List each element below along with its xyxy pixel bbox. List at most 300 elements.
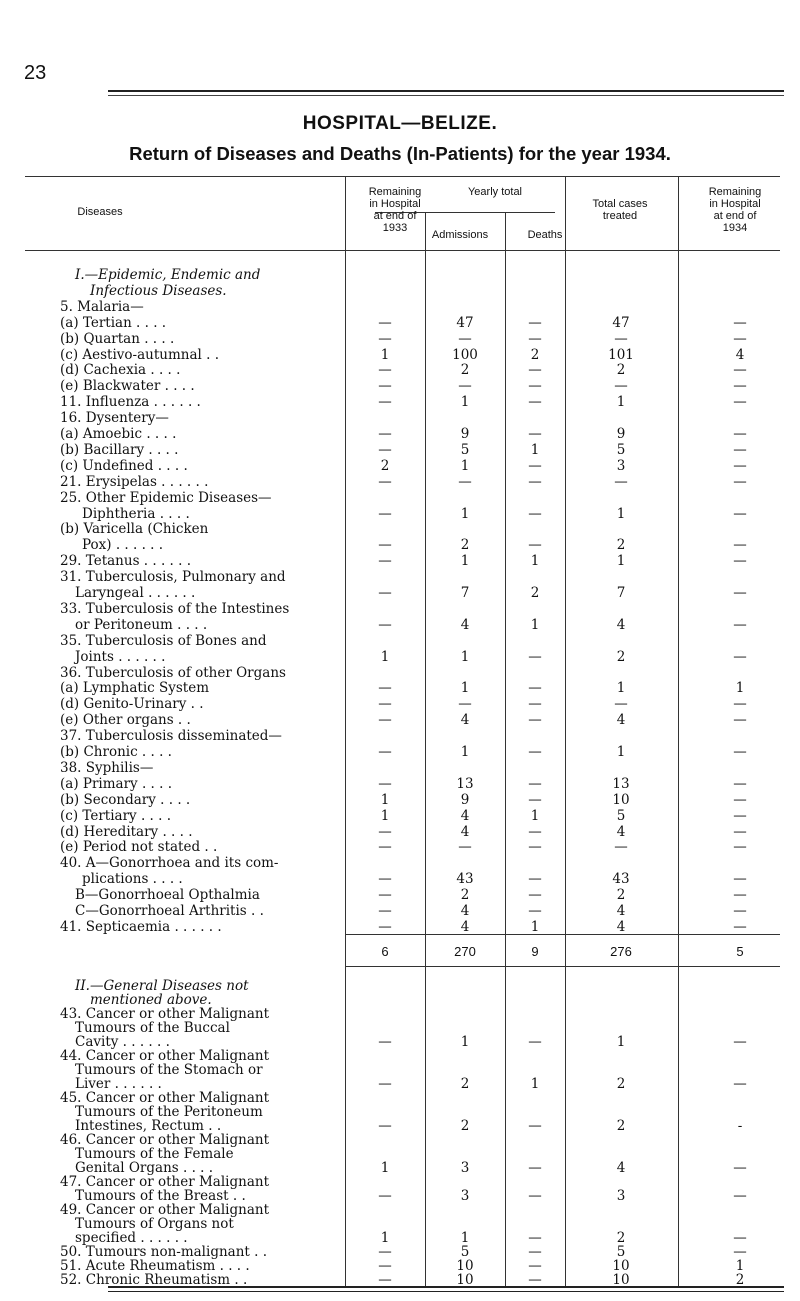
- row-cell: —: [733, 616, 747, 633]
- row-cell: —: [378, 887, 392, 904]
- row-cell: 1: [380, 807, 390, 824]
- table-row: [0, 506, 800, 522]
- row-label: Tumours of the Breast . .: [75, 1188, 246, 1204]
- row-label: (b) Varicella (Chicken: [60, 521, 209, 538]
- row-cell: —: [378, 680, 392, 697]
- row-label: (b) Secondary . . . .: [60, 791, 191, 808]
- row-cell: —: [528, 457, 542, 474]
- row-cell: —: [528, 1258, 542, 1274]
- table-row: [0, 601, 800, 617]
- row-cell: —: [733, 648, 747, 665]
- row-label: Tumours of Organs not: [75, 1216, 234, 1232]
- row-cell: —: [733, 553, 747, 570]
- row-cell: —: [733, 807, 747, 824]
- row-cell: 1: [616, 680, 626, 697]
- header-yearly-total: Yearly total: [467, 186, 523, 198]
- row-label: 43. Cancer or other Malignant: [60, 1006, 269, 1022]
- row-cell: —: [528, 1118, 542, 1134]
- table-row: [0, 378, 800, 394]
- row-cell: —: [528, 1034, 542, 1050]
- row-cell: —: [378, 696, 392, 713]
- row-cell: —: [733, 871, 747, 888]
- row-cell: 101: [608, 346, 634, 363]
- row-label: 11. Influenza . . . . . .: [60, 394, 201, 411]
- table-row: [0, 362, 800, 378]
- row-label: 52. Chronic Rheumatism . .: [60, 1272, 248, 1288]
- row-cell: 4: [616, 712, 626, 729]
- row-cell: —: [528, 775, 542, 792]
- row-cell: —: [733, 918, 747, 935]
- row-cell: —: [733, 712, 747, 729]
- row-cell: 4: [616, 616, 626, 633]
- row-label: 38. Syphilis—: [60, 759, 154, 776]
- row-cell: 4: [460, 823, 470, 840]
- row-cell: 2: [616, 1118, 626, 1134]
- row-cell: —: [528, 362, 542, 379]
- row-cell: —: [733, 696, 747, 713]
- row-cell: —: [378, 903, 392, 919]
- table-row: [0, 776, 800, 792]
- row-cell: 2: [616, 537, 626, 554]
- row-cell: —: [528, 1188, 542, 1204]
- row-cell: 2: [530, 585, 540, 601]
- row-cell: —: [528, 314, 542, 331]
- row-cell: —: [528, 871, 542, 888]
- row-label: C—Gonorrhoeal Arthritis . .: [75, 903, 264, 919]
- row-label: (e) Period not stated . .: [60, 839, 218, 856]
- col-rule-2-head: [425, 212, 426, 250]
- row-cell: 10: [612, 791, 630, 808]
- row-cell: 10: [456, 1258, 474, 1274]
- row-cell: —: [378, 839, 392, 856]
- table-row: [0, 474, 800, 490]
- row-cell: 43: [612, 871, 630, 888]
- header-bottom-rule: [25, 250, 780, 251]
- row-cell: 1: [460, 394, 470, 411]
- row-cell: 2: [460, 887, 470, 904]
- row-cell: —: [733, 1076, 747, 1092]
- top-rule: [108, 90, 784, 92]
- table-row: [0, 792, 800, 808]
- total-deaths: 9: [531, 944, 539, 959]
- table-row: [0, 442, 800, 458]
- row-cell: —: [378, 871, 392, 888]
- row-cell: 3: [460, 1188, 470, 1204]
- row-label: 46. Cancer or other Malignant: [60, 1132, 269, 1148]
- row-cell: 9: [460, 791, 470, 808]
- row-label: 37. Tuberculosis disseminated—: [60, 728, 282, 745]
- page-title: HOSPITAL—BELIZE.: [302, 113, 498, 134]
- row-cell: 2: [460, 362, 470, 379]
- header-deaths: Deaths: [527, 229, 563, 241]
- row-cell: 2: [530, 346, 540, 363]
- row-label: 16. Dysentery—: [60, 410, 169, 427]
- row-cell: 100: [452, 346, 478, 363]
- row-label: B—Gonorrhoeal Opthalmia: [75, 887, 260, 904]
- row-label: Genital Organs . . . .: [75, 1160, 214, 1176]
- row-cell: 4: [460, 903, 470, 919]
- row-cell: —: [378, 330, 392, 347]
- row-cell: —: [733, 441, 747, 458]
- row-cell: 13: [456, 775, 474, 792]
- row-cell: 2: [616, 1230, 626, 1246]
- row-cell: —: [528, 537, 542, 554]
- header-total-cases: Total cases treated: [592, 198, 648, 222]
- table-row: [0, 680, 800, 696]
- row-cell: 1: [460, 1034, 470, 1050]
- row-cell: 5: [460, 441, 470, 458]
- row-cell: —: [528, 903, 542, 919]
- row-cell: 1: [616, 744, 626, 760]
- row-cell: —: [733, 537, 747, 554]
- row-cell: 3: [616, 1188, 626, 1204]
- row-label: 25. Other Epidemic Diseases—: [60, 489, 272, 506]
- row-cell: —: [378, 314, 392, 331]
- table-bottom-rule: [108, 1286, 784, 1288]
- row-label: (a) Lymphatic System: [60, 680, 210, 697]
- total-cases-treated: 276: [610, 944, 632, 959]
- row-cell: —: [733, 1244, 747, 1260]
- row-cell: 1: [460, 553, 470, 570]
- row-label: Cavity . . . . . .: [75, 1034, 170, 1050]
- row-cell: —: [733, 362, 747, 379]
- table-row: [0, 490, 800, 506]
- table-row: [0, 712, 800, 728]
- page-number: 23: [24, 62, 47, 84]
- row-cell: 2: [460, 537, 470, 554]
- row-cell: —: [528, 426, 542, 442]
- row-cell: —: [528, 791, 542, 808]
- table-row: [0, 553, 800, 569]
- row-cell: —: [378, 616, 392, 633]
- row-cell: 1: [616, 1034, 626, 1050]
- row-label: II.—General Diseases not: [75, 978, 249, 994]
- row-cell: —: [378, 744, 392, 760]
- table-row: [0, 824, 800, 840]
- row-cell: —: [733, 1188, 747, 1204]
- row-cell: 4: [460, 918, 470, 935]
- row-label: Tumours of the Buccal: [75, 1020, 230, 1036]
- table-row: [0, 696, 800, 712]
- row-cell: —: [733, 394, 747, 411]
- row-cell: —: [528, 330, 542, 347]
- row-label: 44. Cancer or other Malignant: [60, 1048, 269, 1064]
- row-cell: —: [458, 839, 472, 856]
- row-cell: 2: [460, 1118, 470, 1134]
- row-label: 40. A—Gonorrhoea and its com-: [60, 855, 279, 872]
- row-label: Diphtheria . . . .: [82, 505, 190, 522]
- row-cell: —: [733, 314, 747, 331]
- row-cell: 1: [735, 680, 745, 697]
- table-row: [0, 331, 800, 347]
- row-cell: —: [378, 712, 392, 729]
- table-row: [0, 537, 800, 553]
- row-cell: 4: [616, 823, 626, 840]
- row-cell: —: [528, 744, 542, 760]
- header-admissions: Admissions: [431, 229, 489, 241]
- row-label: (a) Tertian . . . .: [60, 314, 167, 331]
- row-label: 41. Septicaemia . . . . . .: [60, 918, 222, 935]
- row-cell: —: [458, 696, 472, 713]
- table-row: [0, 569, 800, 585]
- row-cell: 1: [616, 553, 626, 570]
- row-cell: —: [378, 1034, 392, 1050]
- row-label: (a) Amoebic . . . .: [60, 426, 177, 442]
- row-cell: —: [378, 1258, 392, 1274]
- row-cell: —: [528, 680, 542, 697]
- row-cell: —: [528, 712, 542, 729]
- row-label: (c) Tertiary . . . .: [60, 807, 171, 824]
- table-row: [0, 410, 800, 426]
- row-cell: —: [528, 1230, 542, 1246]
- row-cell: 4: [460, 712, 470, 729]
- row-cell: —: [733, 823, 747, 840]
- row-cell: —: [458, 330, 472, 347]
- row-cell: —: [614, 696, 628, 713]
- row-cell: 1: [735, 1258, 745, 1274]
- row-label: Laryngeal . . . . . .: [75, 585, 196, 601]
- row-label: Tumours of the Peritoneum: [75, 1104, 263, 1120]
- row-cell: —: [378, 378, 392, 395]
- totals-bottom-rule: [345, 966, 780, 967]
- row-cell: —: [378, 1076, 392, 1092]
- row-cell: —: [528, 1272, 542, 1288]
- row-label: (b) Quartan . . . .: [60, 330, 175, 347]
- row-label: (b) Chronic . . . .: [60, 744, 172, 760]
- row-cell: —: [733, 839, 747, 856]
- table-row: [0, 744, 800, 760]
- table-row: [0, 665, 800, 681]
- table-row: [0, 839, 800, 855]
- row-cell: 1: [460, 680, 470, 697]
- table-row: [0, 283, 800, 299]
- row-cell: —: [733, 473, 747, 490]
- table-row: [0, 521, 800, 537]
- row-cell: —: [733, 775, 747, 792]
- top-rule-thin: [108, 95, 784, 96]
- row-cell: —: [528, 1160, 542, 1176]
- row-label: (c) Undefined . . . .: [60, 457, 188, 474]
- row-cell: 10: [612, 1272, 630, 1288]
- row-cell: —: [378, 441, 392, 458]
- row-cell: 4: [616, 918, 626, 935]
- row-cell: —: [378, 505, 392, 522]
- row-label: (a) Primary . . . .: [60, 775, 172, 792]
- row-cell: —: [378, 553, 392, 570]
- row-cell: —: [733, 505, 747, 522]
- row-cell: 2: [380, 457, 390, 474]
- row-cell: 5: [616, 441, 626, 458]
- row-cell: 10: [612, 1258, 630, 1274]
- row-label: I.—Epidemic, Endemic and: [75, 267, 261, 283]
- row-cell: 2: [735, 1272, 745, 1288]
- row-label: 47. Cancer or other Malignant: [60, 1174, 269, 1190]
- row-cell: —: [733, 791, 747, 808]
- row-label: (c) Aestivo-autumnal . .: [60, 346, 220, 363]
- row-cell: —: [378, 775, 392, 792]
- row-cell: 43: [456, 871, 474, 888]
- row-cell: 1: [530, 553, 540, 570]
- row-cell: 1: [460, 457, 470, 474]
- header-remaining-1934: Remaining in Hospital at end of 1934: [708, 186, 762, 234]
- row-cell: 5: [616, 807, 626, 824]
- row-cell: 9: [460, 426, 470, 442]
- row-cell: 1: [530, 616, 540, 633]
- row-label: Liver . . . . . .: [75, 1076, 162, 1092]
- row-label: (d) Genito-Urinary . .: [60, 696, 204, 713]
- row-label: plications . . . .: [82, 871, 183, 888]
- row-cell: —: [528, 887, 542, 904]
- row-label: Infectious Diseases.: [90, 282, 227, 299]
- table-row: [0, 871, 800, 887]
- total-remaining-1933: 6: [381, 944, 389, 959]
- row-cell: 5: [460, 1244, 470, 1260]
- header-diseases: Diseases: [77, 206, 123, 218]
- table-row: [0, 394, 800, 410]
- row-cell: —: [733, 1160, 747, 1176]
- table-row: [0, 617, 800, 633]
- row-cell: —: [378, 1118, 392, 1134]
- row-cell: —: [614, 839, 628, 856]
- row-cell: —: [528, 394, 542, 411]
- row-label: 35. Tuberculosis of Bones and: [60, 632, 267, 649]
- row-cell: 4: [616, 1160, 626, 1176]
- row-cell: 1: [530, 441, 540, 458]
- row-cell: 7: [616, 585, 626, 601]
- row-cell: —: [528, 696, 542, 713]
- table-row: [0, 347, 800, 363]
- row-cell: —: [458, 473, 472, 490]
- row-cell: —: [528, 823, 542, 840]
- row-cell: 4: [735, 346, 745, 363]
- page-subtitle: Return of Diseases and Deaths (In-Patients) for the year 1934.: [129, 143, 671, 164]
- table-row: [0, 808, 800, 824]
- row-cell: —: [528, 1244, 542, 1260]
- row-cell: 2: [616, 887, 626, 904]
- row-label: 36. Tuberculosis of other Organs: [60, 664, 286, 681]
- row-cell: 1: [380, 1160, 390, 1176]
- row-cell: —: [733, 426, 747, 442]
- row-cell: —: [378, 1244, 392, 1260]
- row-cell: 4: [460, 807, 470, 824]
- row-label: or Peritoneum . . . .: [75, 616, 208, 633]
- row-cell: 4: [460, 616, 470, 633]
- row-cell: —: [733, 585, 747, 601]
- totals-top-rule: [345, 934, 780, 935]
- row-label: Tumours of the Stomach or: [75, 1062, 263, 1078]
- row-label: specified . . . . . .: [75, 1230, 188, 1246]
- table-row: [0, 426, 800, 442]
- row-label: 29. Tetanus . . . . . .: [60, 553, 191, 570]
- row-cell: 1: [530, 1076, 540, 1092]
- row-cell: —: [733, 330, 747, 347]
- table-row: [0, 887, 800, 903]
- row-cell: —: [733, 903, 747, 919]
- row-cell: —: [733, 378, 747, 395]
- row-cell: 1: [530, 918, 540, 935]
- row-label: Joints . . . . . .: [75, 648, 166, 665]
- table-row: [0, 903, 800, 919]
- row-label: 49. Cancer or other Malignant: [60, 1202, 269, 1218]
- total-remaining-1934: 5: [736, 944, 744, 959]
- table-row: [0, 728, 800, 744]
- row-cell: 1: [460, 1230, 470, 1246]
- table-row: [0, 267, 800, 283]
- row-cell: 1: [460, 648, 470, 665]
- row-label: Pox) . . . . . .: [82, 537, 164, 554]
- row-cell: —: [378, 394, 392, 411]
- row-label: (b) Bacillary . . . .: [60, 441, 179, 458]
- row-label: (d) Hereditary . . . .: [60, 823, 193, 840]
- row-label: 21. Erysipelas . . . . . .: [60, 473, 209, 490]
- row-label: 31. Tuberculosis, Pulmonary and: [60, 569, 286, 586]
- row-label: (e) Other organs . .: [60, 712, 191, 729]
- row-cell: —: [378, 426, 392, 442]
- row-cell: 9: [616, 426, 626, 442]
- row-cell: —: [528, 505, 542, 522]
- row-cell: 1: [616, 394, 626, 411]
- row-cell: —: [733, 1230, 747, 1246]
- row-cell: 3: [460, 1160, 470, 1176]
- row-cell: —: [614, 330, 628, 347]
- row-cell: 1: [616, 505, 626, 522]
- table-bottom-rule-thin: [108, 1291, 784, 1292]
- row-cell: —: [733, 457, 747, 474]
- row-cell: —: [528, 378, 542, 395]
- row-label: 45. Cancer or other Malignant: [60, 1090, 269, 1106]
- row-cell: 1: [380, 648, 390, 665]
- row-cell: —: [528, 648, 542, 665]
- row-cell: 2: [460, 1076, 470, 1092]
- section1-totals-row: [0, 944, 800, 960]
- header-remaining-1933: Remaining in Hospital at end of 1933: [368, 186, 422, 234]
- row-label: 33. Tuberculosis of the Intestines: [60, 600, 290, 617]
- row-cell: 7: [460, 585, 470, 601]
- row-cell: —: [614, 378, 628, 395]
- total-admissions: 270: [454, 944, 476, 959]
- row-cell: —: [528, 839, 542, 856]
- row-cell: —: [378, 473, 392, 490]
- row-cell: 1: [380, 1230, 390, 1246]
- table-row: [0, 315, 800, 331]
- table-row: [0, 458, 800, 474]
- row-label: 51. Acute Rheumatism . . . .: [60, 1258, 250, 1274]
- row-label: (d) Cachexia . . . .: [60, 362, 181, 379]
- table-row: [0, 855, 800, 871]
- row-cell: 5: [616, 1244, 626, 1260]
- row-cell: —: [614, 473, 628, 490]
- row-cell: —: [528, 473, 542, 490]
- row-label: mentioned above.: [90, 992, 212, 1008]
- row-cell: —: [458, 378, 472, 395]
- row-cell: 2: [616, 648, 626, 665]
- row-cell: —: [733, 887, 747, 904]
- row-cell: -: [737, 1118, 743, 1134]
- row-cell: —: [378, 585, 392, 601]
- row-cell: 47: [456, 314, 474, 331]
- row-cell: —: [378, 918, 392, 935]
- table-row: [0, 919, 800, 935]
- row-cell: 1: [530, 807, 540, 824]
- row-cell: 1: [460, 505, 470, 522]
- row-cell: 4: [616, 903, 626, 919]
- row-cell: 1: [380, 346, 390, 363]
- row-cell: 1: [380, 791, 390, 808]
- row-label: Tumours of the Female: [75, 1146, 234, 1162]
- row-cell: 10: [456, 1272, 474, 1288]
- table-row: [0, 760, 800, 776]
- table-row: [0, 299, 800, 315]
